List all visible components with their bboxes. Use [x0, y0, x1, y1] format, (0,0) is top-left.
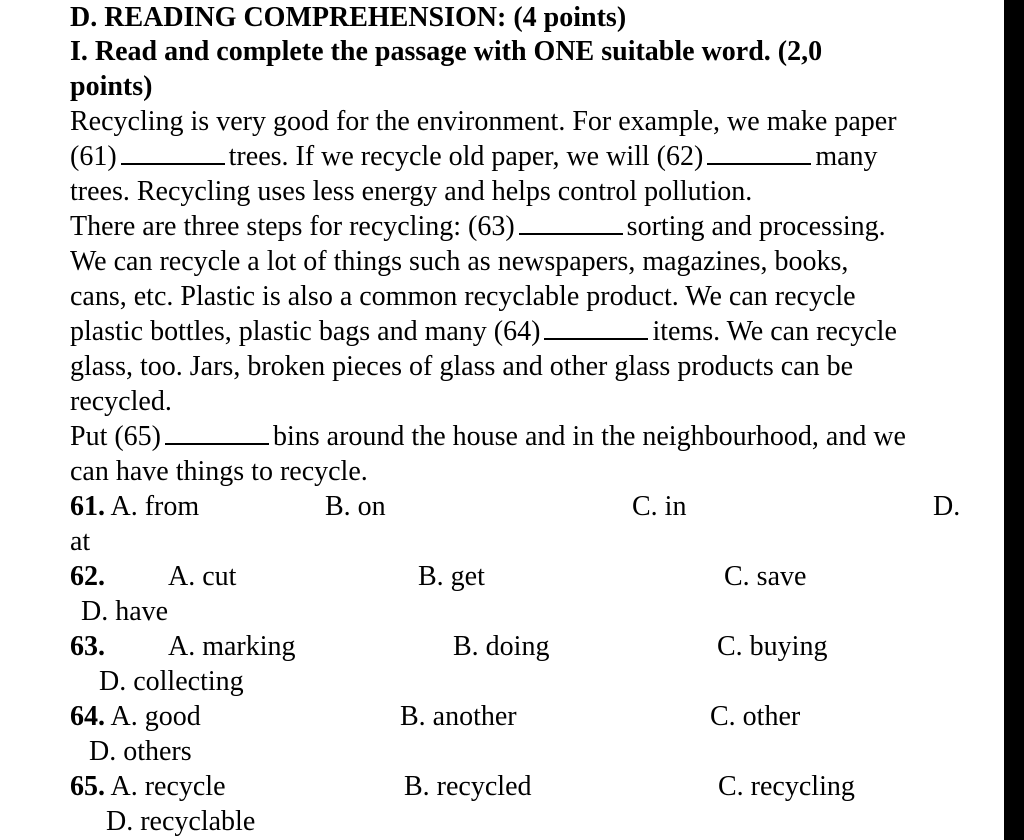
option-d: D. others [89, 736, 192, 767]
option-c: C. buying [717, 631, 828, 662]
option-d: D. recyclable [106, 806, 256, 837]
question-61 [70, 489, 199, 524]
question-65 [70, 769, 226, 804]
answer-blank-62 [707, 139, 811, 165]
passage-line-9: recycled. [70, 386, 172, 417]
passage-line-4 [70, 209, 886, 244]
option-b: B. recycled [404, 771, 532, 802]
question-62-number [70, 559, 105, 594]
option-d-label: D. [933, 491, 961, 522]
passage-text: plastic bottles, plastic bags and many (64) [70, 316, 541, 347]
passage-text: sorting and processing. [626, 211, 886, 242]
option-d-text: at [70, 526, 91, 557]
question-63-number [70, 629, 105, 664]
passage-text: Put (65) [70, 421, 161, 452]
question-number: 62. [70, 561, 105, 592]
passage-text: (61) [70, 141, 117, 172]
question-64 [70, 699, 201, 734]
option-b: B. on [325, 491, 386, 522]
passage-text: many [815, 141, 878, 172]
passage-line-6: cans, etc. Plastic is also a common recyclable product. We can recycle [70, 281, 856, 312]
option-d: D. have [81, 596, 169, 627]
passage-line-11: can have things to recycle. [70, 456, 368, 487]
option-a: A. marking [168, 631, 296, 662]
passage-line-1: Recycling is very good for the environment. For example, we make paper [70, 106, 897, 137]
passage-text: items. We can recycle [652, 316, 897, 347]
instruction-line-2: points) [70, 71, 153, 102]
passage-line-3: trees. Recycling uses less energy and helps control pollution. [70, 176, 753, 207]
question-number: 64. [70, 701, 105, 732]
option-c: C. other [710, 701, 801, 732]
question-number: 63. [70, 631, 105, 662]
passage-line-7 [70, 314, 897, 349]
answer-blank-65 [165, 419, 269, 445]
instruction-line-1: I. Read and complete the passage with ONE suitable word. (2,0 [70, 36, 823, 67]
passage-text: bins around the house and in the neighbourhood, and we [273, 421, 906, 452]
option-c: C. recycling [718, 771, 855, 802]
option-a: A. from [110, 491, 200, 522]
option-b: B. another [400, 701, 517, 732]
answer-blank-63 [519, 209, 623, 235]
option-b: B. doing [453, 631, 550, 662]
option-d: D. collecting [99, 666, 244, 697]
answer-blank-64 [544, 314, 648, 340]
question-number: 61. [70, 491, 105, 522]
question-number: 65. [70, 771, 105, 802]
passage-line-5: We can recycle a lot of things such as newspapers, magazines, books, [70, 246, 849, 277]
option-a: A. recycle [110, 771, 226, 802]
section-title: D. READING COMPREHENSION: (4 points) [70, 2, 627, 33]
passage-line-10 [70, 419, 906, 454]
option-c: C. in [632, 491, 687, 522]
passage-text: There are three steps for recycling: (63) [70, 211, 515, 242]
passage-text: trees. If we recycle old paper, we will (62) [228, 141, 704, 172]
option-a: A. cut [168, 561, 237, 592]
passage-line-2 [70, 139, 878, 174]
option-b: B. get [418, 561, 485, 592]
right-edge-bar [1004, 0, 1024, 840]
option-c: C. save [724, 561, 807, 592]
answer-blank-61 [121, 139, 225, 165]
passage-line-8: glass, too. Jars, broken pieces of glass and other glass products can be [70, 351, 854, 382]
option-a: A. good [110, 701, 201, 732]
